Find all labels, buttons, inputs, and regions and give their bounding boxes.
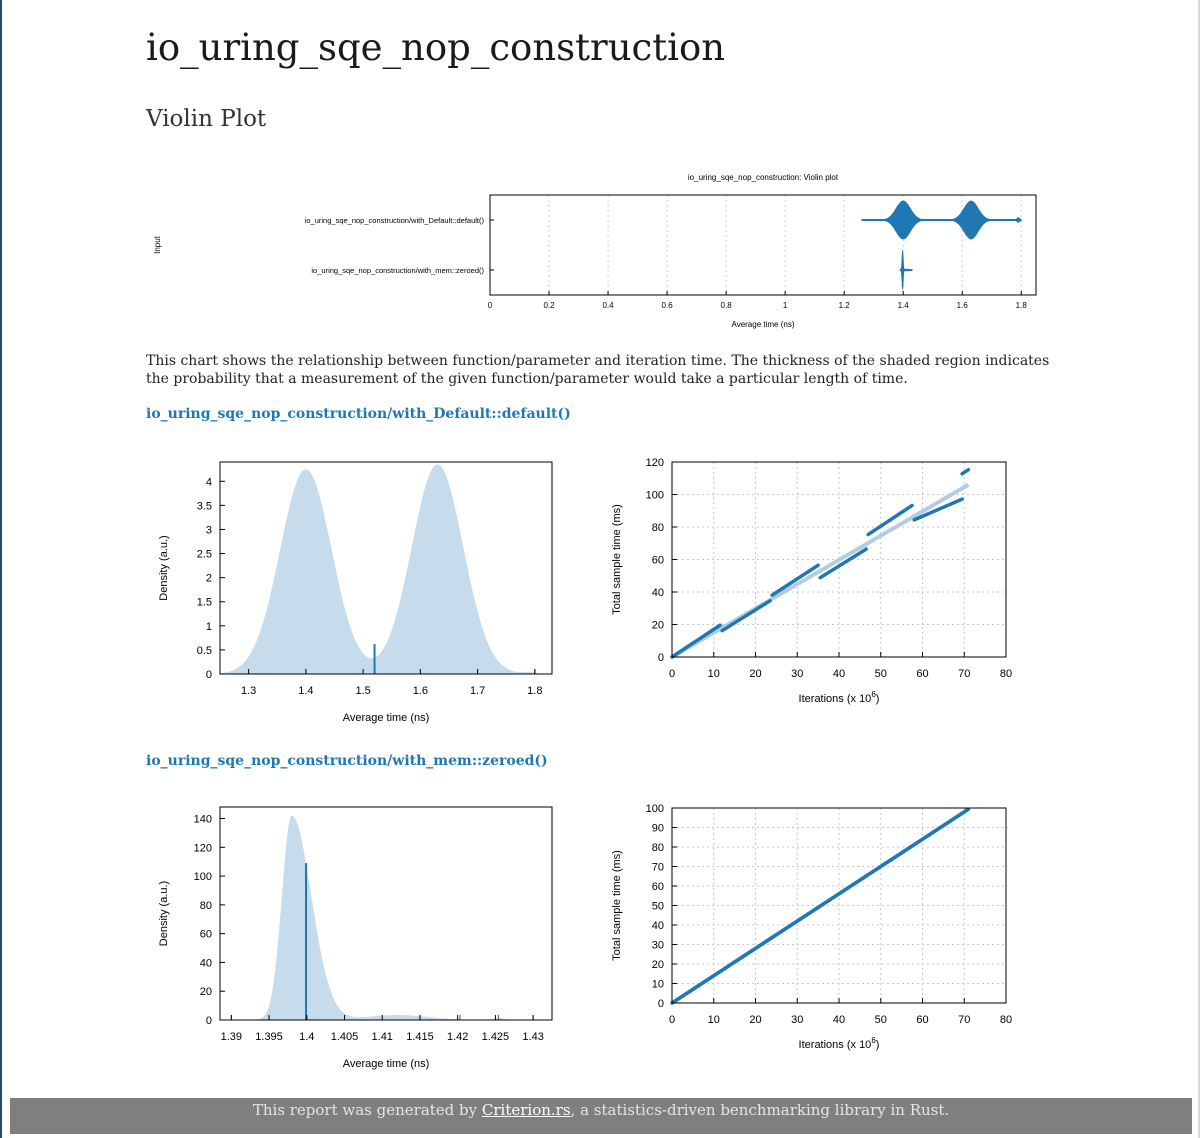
iter-y-tick-label: 80 [651,522,664,534]
linear-fit-line [672,485,968,657]
violin-category-label: io_uring_sqe_nop_construction/with_mem::zeroed() [311,266,484,275]
sample-points-segment [820,549,866,578]
iter-y-tick-label: 40 [651,587,664,599]
pdf-x-tick-label: 1.3 [240,685,257,697]
pdf-x-tick-label: 1.415 [406,1031,434,1043]
pdf-x-tick-label: 1.8 [527,685,543,697]
violin-x-label: Average time (ns) [731,320,795,329]
iter-x-tick-label: 10 [707,668,720,680]
pdf-x-tick-label: 1.6 [412,685,428,697]
pdf-x-tick-label: 1.395 [255,1031,283,1043]
violin-x-tick-label: 1.2 [838,301,850,310]
iter-x-tick-label: 70 [958,1014,971,1026]
pdf-y-tick-label: 0 [205,669,212,681]
left-border [0,0,2,1138]
pdf-x-tick-label: 1.7 [469,685,486,697]
iteration-chart-zeroed [600,795,1030,1055]
iter-y-tick-label: 60 [651,881,664,893]
sample-points-segment [772,565,818,595]
footer [10,1098,1192,1134]
criterion-link[interactable]: Criterion.rs [481,1101,571,1119]
pdf-x-tick-label: 1.4 [299,1031,315,1043]
iter-x-tick-label: 20 [749,668,762,680]
density-area [220,464,552,674]
pdf-y-tick-label: 2 [205,572,212,585]
violin-x-tick-label: 1.6 [956,301,968,310]
iter-y-tick-label: 20 [651,959,664,971]
iter-x-tick-label: 40 [832,1014,846,1026]
iter-y-tick-label: 80 [651,842,664,854]
violin-x-tick-label: 0 [487,301,493,310]
violin-description: This chart shows the relationship between function/parameter and iteration time. The thickness of the shaded region indicates the probability that a measurement of the given function/parameter would take a particular length of time. [146,353,1050,387]
density-area [220,816,552,1020]
pdf-y-tick-label: 20 [199,986,212,999]
sample-points-segment [722,601,770,631]
violin-x-tick-label: 0.8 [720,301,732,310]
pdf-x-tick-label: 1.41 [371,1031,393,1043]
iter-y-tick-label: 50 [651,900,664,913]
iter-x-tick-label: 30 [791,668,804,680]
iter-y-label: Total sample time (ms) [611,850,623,961]
bench-link-zeroed[interactable]: io_uring_sqe_nop_construction/with_mem::zeroed() [146,753,548,769]
pdf-y-tick-label: 4 [205,476,212,489]
iter-y-tick-label: 60 [651,554,664,567]
iter-x-label: Iterations (x $10^6$) [798,1036,880,1051]
pdf-y-label: Density (a.u.) [158,880,170,947]
violin-title: io_uring_sqe_nop_construction: Violin plot [687,173,839,182]
pdf-y-tick-label: 0.5 [196,644,212,657]
pdf-y-label: Density (a.u.) [158,535,170,601]
pdf-y-tick-label: 120 [193,842,212,855]
violin-x-tick-label: 0.2 [543,301,555,310]
iter-x-label: Iterations (x $10^6$) [798,690,880,705]
iter-x-tick-label: 20 [749,1014,762,1026]
pdf-chart-default [145,450,565,730]
pdf-y-tick-label: 80 [199,899,212,912]
violin-shape [862,201,1021,239]
iter-x-tick-label: 60 [916,1014,929,1026]
sample-points-segment [962,470,968,474]
iter-x-tick-label: 60 [916,668,929,680]
violin-x-tick-label: 1 [782,301,788,310]
iteration-chart-default [600,450,1030,710]
pdf-x-tick-label: 1.43 [522,1031,544,1043]
page-title: io_uring_sqe_nop_construction [146,26,726,69]
violin-x-tick-label: 1.4 [897,301,909,310]
iter-x-tick-label: 0 [668,1014,676,1026]
iter-x-tick-label: 50 [874,668,887,680]
pdf-y-tick-label: 140 [193,813,212,826]
iter-y-tick-label: 0 [657,652,664,664]
iter-y-tick-label: 30 [651,939,664,952]
pdf-y-tick-label: 3 [205,524,212,537]
pdf-x-tick-label: 1.405 [330,1031,359,1043]
bench-link-default[interactable]: io_uring_sqe_nop_construction/with_Default::default() [146,406,571,422]
iter-y-tick-label: 10 [651,978,664,991]
violin-x-tick-label: 0.4 [602,301,614,310]
iter-x-tick-label: 50 [874,1014,887,1026]
iter-x-tick-label: 0 [668,668,676,680]
pdf-x-tick-label: 1.5 [355,685,371,697]
violin-x-tick-label: 1.8 [1015,301,1027,310]
pdf-y-tick-label: 100 [193,871,212,884]
iter-x-tick-label: 80 [999,1014,1013,1026]
section-title: Violin Plot [146,106,267,132]
violin-y-label: Input [153,236,162,254]
pdf-y-tick-label: 0 [205,1015,212,1027]
violin-plot [140,160,1060,340]
pdf-x-label: Average time (ns) [342,712,430,724]
footer-prefix: This report was generated by [252,1101,482,1119]
pdf-y-tick-label: 3.5 [196,500,212,513]
pdf-x-tick-label: 1.42 [446,1031,469,1043]
iter-x-tick-label: 80 [999,668,1013,680]
pdf-chart-zeroed [145,795,565,1075]
pdf-x-label: Average time (ns) [342,1058,430,1070]
iter-y-tick-label: 40 [651,920,664,932]
sample-points-segment [672,809,968,1003]
pdf-y-tick-label: 1.5 [196,596,212,609]
pdf-plot-frame [220,807,552,1020]
pdf-y-tick-label: 2.5 [196,548,212,561]
footer-suffix: , a statistics-driven benchmarking library in Rust. [570,1101,950,1119]
iter-x-tick-label: 10 [707,1014,720,1026]
iter-x-tick-label: 40 [832,668,846,680]
pdf-x-tick-label: 1.425 [481,1031,510,1043]
violin-category-label: io_uring_sqe_nop_construction/with_Default::default() [304,216,484,225]
pdf-y-tick-label: 1 [205,620,212,633]
iter-y-tick-label: 120 [645,457,664,469]
iter-y-label: Total sample time (ms) [611,504,623,615]
iter-x-tick-label: 70 [958,668,971,680]
pdf-y-tick-label: 60 [199,928,212,941]
pdf-x-tick-label: 1.39 [220,1031,243,1043]
sample-points-segment [672,625,720,657]
violin-x-tick-label: 0.6 [661,301,673,310]
iter-x-tick-label: 30 [791,1014,804,1026]
violin-shape [900,251,912,289]
iter-y-tick-label: 70 [651,861,664,874]
iter-y-tick-label: 0 [657,998,664,1010]
pdf-y-tick-label: 40 [199,957,212,970]
iter-y-tick-label: 100 [645,489,664,502]
iter-y-tick-label: 100 [645,803,664,815]
iter-y-tick-label: 20 [651,619,664,632]
violin-plot-frame [490,195,1036,295]
iter-y-tick-label: 90 [651,822,664,835]
pdf-x-tick-label: 1.4 [298,685,314,697]
